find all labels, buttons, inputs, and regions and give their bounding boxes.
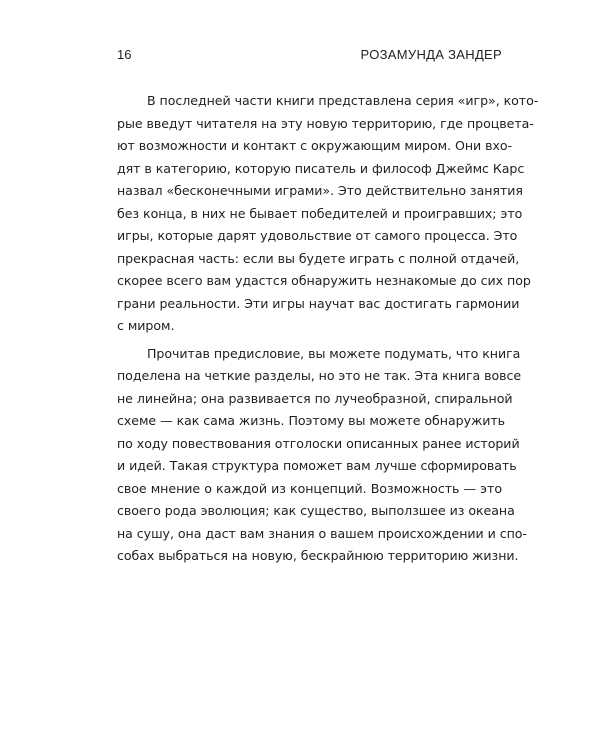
text-line: и идей. Такая структура поможет вам лучше сформировать <box>117 458 517 473</box>
text-line: своего рода эволюция; как существо, выползшее из океана <box>117 503 515 518</box>
paragraph-1 <box>117 90 539 338</box>
text-line: В последней части книги представлена серия «игр», кото- <box>147 93 539 108</box>
text-line: поделена на четкие разделы, но это не так. Эта книга вовсе <box>117 368 522 383</box>
text-line: свое мнение о каждой из концепций. Возможность — это <box>117 480 502 496</box>
page-header <box>117 47 502 67</box>
text-line: по ходу повествования отголоски описанных ранее историй <box>117 435 520 451</box>
text-line: дят в категорию, которую писатель и философ Джеймс Карс <box>117 160 525 176</box>
text-line: назвал «бесконечными играми». Это действительно занятия <box>117 183 523 198</box>
text-line: схеме — как сама жизнь. Поэтому вы можете обнаружить <box>117 413 506 428</box>
text-line: грани реальности. Эти игры научат вас достигать гармонии <box>117 295 520 311</box>
paragraph-2 <box>117 343 527 568</box>
body-text <box>117 90 539 573</box>
text-line: Прочитав предисловие, вы можете подумать, что книга <box>147 345 521 361</box>
text-line: собах выбраться на новую, бескрайнюю территорию жизни. <box>117 548 519 563</box>
running-title: РОЗАМУНДА ЗАНДЕР <box>360 47 502 62</box>
text-line: на сушу, она даст вам знания о вашем происхождении и спо- <box>117 525 527 541</box>
page-number: 16 <box>117 47 132 62</box>
text-line: рые введут читателя на эту новую территорию, где процвета- <box>117 115 534 131</box>
text-line: с миром. <box>117 318 175 333</box>
text-line: без конца, в них не бывает победителей и проигравших; это <box>117 205 523 221</box>
text-line: ют возможности и контакт с окружающим миром. Они вхо- <box>117 138 513 153</box>
text-line: не линейна; она развивается по лучеобразной, спиральной <box>117 390 513 406</box>
text-line: прекрасная часть: если вы будете играть с полной отдачей, <box>117 250 520 266</box>
text-line: игры, которые дарят удовольствие от самого процесса. Это <box>117 228 518 243</box>
text-line: скорее всего вам удастся обнаружить незнакомые до сих пор <box>117 273 531 288</box>
